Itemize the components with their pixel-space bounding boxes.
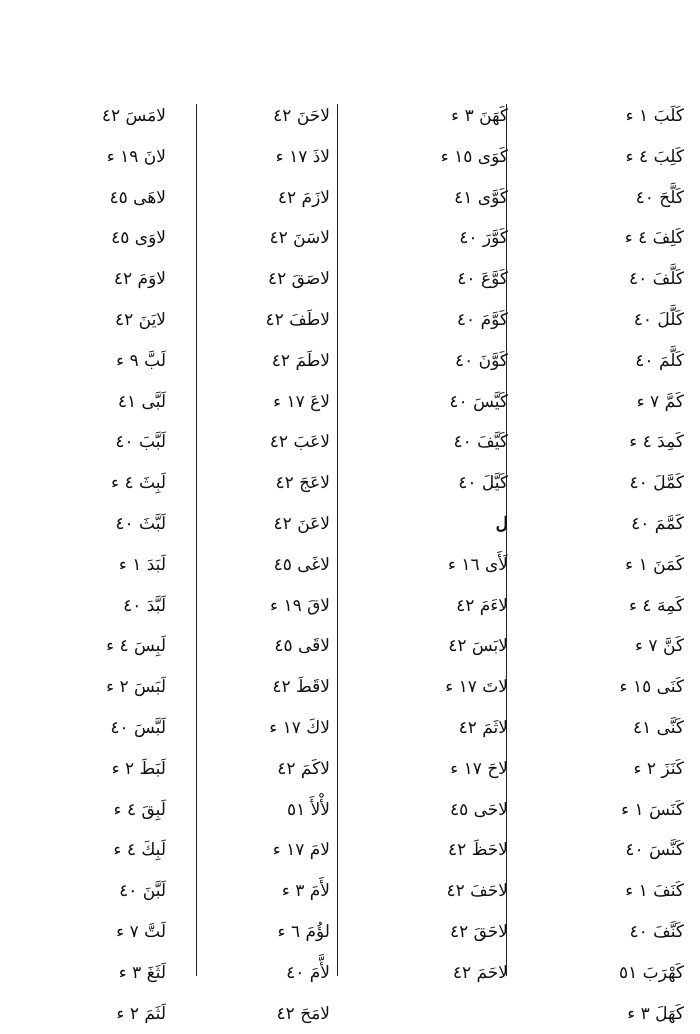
dictionary-entry: كَهَلَ ٣ ء — [627, 1003, 684, 1024]
dictionary-entry: لَثَغَ ٣ ء — [118, 962, 166, 983]
dictionary-entry: لاتَ ١٧ ء — [445, 677, 508, 698]
dictionary-entry: كَمَنَ ١ ء — [625, 554, 684, 575]
dictionary-entry: كَمِهَ ٤ ء — [629, 595, 684, 616]
dictionary-entry: كَهْرَبَ ٥١ — [619, 962, 684, 983]
dictionary-entry: لامَ ١٧ ء — [272, 840, 330, 861]
dictionary-entry: لامَسَ ٤٢ — [101, 106, 166, 126]
dictionary-entry: لأَّمَ ٤٠ — [286, 962, 330, 983]
dictionary-entry: كَنَّ ٧ ء — [635, 636, 684, 657]
dictionary-entry: كَيَّلَ ٤٠ — [458, 473, 508, 494]
dictionary-entry: لَبَّ ٩ ء — [116, 350, 166, 371]
dictionary-entry: لاغَى ٤٥ — [273, 554, 330, 575]
dictionary-entry: كَنَفَ ١ ء — [625, 881, 684, 902]
dictionary-entry: لاذَ ١٧ ء — [275, 146, 330, 167]
dictionary-entry: كَلَّحَ ٤٠ — [635, 187, 684, 208]
dictionary-entry: كَلَّمَ ٤٠ — [635, 350, 684, 371]
dictionary-entry: لَثَمَ ٢ ء — [116, 1003, 166, 1024]
dictionary-entry: لاقَطَ ٤٢ — [272, 677, 330, 698]
dictionary-entry: لاوَى ٤٥ — [111, 228, 166, 249]
dictionary-entry: لاقَ ١٩ ء — [270, 595, 330, 616]
dictionary-entry: كَيَّسَ ٤٠ — [449, 391, 508, 412]
dictionary-entry: لَبِكَ ٤ ء — [113, 840, 166, 861]
dictionary-entry: لاطَمَ ٤٢ — [271, 350, 330, 371]
dictionary-entry: لَبَّسَ ٤٠ — [110, 717, 166, 738]
dictionary-entry: كَنَّسَ ٤٠ — [625, 840, 684, 861]
dictionary-entry: كَنَى ١٥ ء — [619, 677, 684, 698]
column-divider — [337, 104, 338, 976]
dictionary-entry: كَلِفَ ٤ ء — [624, 228, 684, 249]
dictionary-entry: لاعَ ١٧ ء — [273, 391, 330, 412]
dictionary-entry: كَوَّى ٤١ — [454, 187, 508, 208]
dictionary-entry: لأَمَ ٣ ء — [281, 881, 330, 902]
dictionary-entry: كَمَّ ٧ ء — [636, 391, 684, 412]
dictionary-entry: لاحَمَ ٤٢ — [452, 962, 508, 983]
entry-column-2 — [350, 96, 508, 994]
dictionary-entry: لَبَسَ ٢ ء — [106, 677, 166, 698]
dictionary-entry: لَبِسَ ٤ ء — [106, 636, 166, 657]
dictionary-entry: كَوَّرَ ٤٠ — [459, 228, 508, 249]
dictionary-entry: لَبَّى ٤١ — [117, 391, 166, 412]
dictionary-entry: لاحَ ١٧ ء — [450, 758, 508, 779]
dictionary-entry: كَنَّى ٤١ — [632, 717, 684, 738]
dictionary-entry: لاطَفَ ٤٢ — [265, 309, 330, 330]
dictionary-entry: كَلَّفَ ٤٠ — [629, 269, 684, 290]
dictionary-entry: كَمَّمَ ٤٠ — [631, 513, 684, 534]
dictionary-entry: لاوَمَ ٤٢ — [113, 269, 166, 290]
dictionary-entry: لَبَّبَ ٤٠ — [115, 432, 166, 453]
dictionary-entry: لاقَى ٤٥ — [274, 636, 330, 657]
dictionary-entry: لاحَظَ ٤٢ — [447, 840, 508, 861]
dictionary-entry: لامَحَ ٤٢ — [276, 1003, 330, 1024]
dictionary-entry: لاءَمَ ٤٢ — [456, 595, 508, 616]
dictionary-entry: كَلَبَ ١ ء — [625, 106, 684, 126]
dictionary-entry: لاعَبَ ٤٢ — [269, 432, 330, 453]
dictionary-entry: لاصَقَ ٤٢ — [268, 269, 330, 290]
dictionary-entry: لَبِقَ ٤ ء — [113, 799, 166, 820]
dictionary-entry: لَبَدَ ١ ء — [118, 554, 166, 575]
dictionary-entry: لَبَّدَ ٤٠ — [123, 595, 166, 616]
entry-column-1 — [526, 96, 684, 1034]
dictionary-entry: كَنَّفَ ٤٠ — [629, 921, 684, 942]
dictionary-entry: كَمِدَ ٤ ء — [629, 432, 684, 453]
dictionary-entry: لابَسَ ٤٢ — [448, 636, 508, 657]
dictionary-entry: كَوَّمَ ٤٠ — [456, 309, 508, 330]
section-letter-heading: ل — [495, 513, 508, 534]
dictionary-entry: لَبَّثَ ٤٠ — [115, 513, 166, 534]
dictionary-entry: كَوَّنَ ٤٠ — [454, 350, 508, 371]
dictionary-entry: لاحَنَ ٤٢ — [273, 106, 330, 126]
dictionary-entry: لايَنَ ٤٢ — [114, 309, 166, 330]
dictionary-entry: لاسَنَ ٤٢ — [269, 228, 330, 249]
dictionary-entry: لَبَطَ ٢ ء — [111, 758, 166, 779]
dictionary-entry: كَوَى ١٥ ء — [440, 146, 508, 167]
dictionary-entry: لاعَجَ ٤٢ — [275, 473, 330, 494]
dictionary-entry: لاحَقَ ٤٢ — [449, 921, 508, 942]
dictionary-entry: لأْلأَ ٥١ — [286, 799, 330, 820]
dictionary-entry: لَأَى ١٦ ء — [447, 554, 508, 575]
dictionary-entry: كَمَّلَ ٤٠ — [629, 473, 684, 494]
dictionary-entry: لؤُمَ ٦ ء — [277, 921, 330, 942]
dictionary-entry: لاكَمَ ٤٢ — [277, 758, 330, 779]
dictionary-entry: كَنَزَ ٢ ء — [633, 758, 684, 779]
dictionary-entry: كَلِبَ ٤ ء — [625, 146, 684, 167]
dictionary-entry: كَوَّعَ ٤٠ — [457, 269, 508, 290]
entry-column-4 — [8, 96, 166, 1034]
dictionary-entry: لَبَّنَ ٤٠ — [119, 881, 166, 902]
dictionary-entry: لاكَ ١٧ ء — [269, 717, 330, 738]
dictionary-entry: كَنَسَ ١ ء — [621, 799, 684, 820]
dictionary-entry: لَتَّ ٧ ء — [116, 921, 166, 942]
dictionary-entry: لاهَى ٤٥ — [109, 187, 166, 208]
dictionary-entry: لَبِثَ ٤ ء — [111, 473, 166, 494]
entry-column-3 — [172, 96, 330, 1034]
dictionary-entry: لاثَمَ ٤٢ — [458, 717, 508, 738]
dictionary-entry: لازَمَ ٤٢ — [277, 187, 330, 208]
dictionary-entry: لانَ ١٩ ء — [106, 146, 166, 167]
dictionary-entry: كَلَّلَ ٤٠ — [633, 309, 684, 330]
dictionary-entry: كَيَّفَ ٤٠ — [453, 432, 508, 453]
dictionary-entry: لاحَفَ ٤٢ — [446, 881, 508, 902]
dictionary-entry: كَهَنَ ٣ ء — [451, 106, 508, 126]
dictionary-entry: لاحَى ٤٥ — [449, 799, 508, 820]
dictionary-entry: لاعَنَ ٤٢ — [273, 513, 330, 534]
